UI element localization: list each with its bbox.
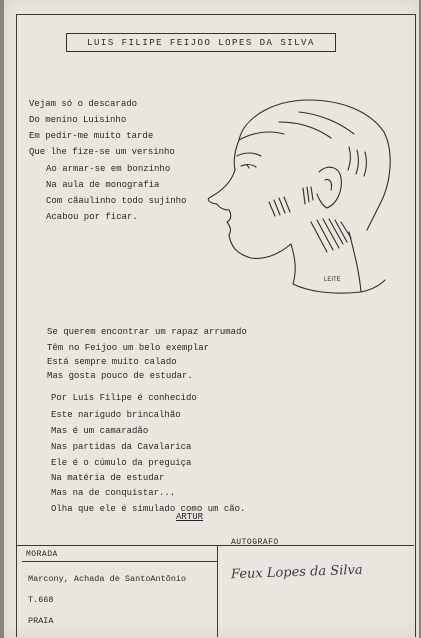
poem-line: Este narigudo brincalhão: [51, 410, 181, 420]
portrait-sketch: [199, 92, 399, 307]
poem-line: Ele é o cúmulo da preguiça: [51, 458, 192, 468]
morada-underline: [22, 561, 217, 562]
poem-line: Está sempre muito calado: [47, 357, 177, 367]
artist-signature: LEITE: [324, 277, 341, 283]
poem-line: Mas gosta pouco de estudar.: [47, 371, 193, 381]
poem-line: Olha que ele é simulado como um cão.: [51, 504, 246, 514]
footer-divider: [217, 546, 218, 637]
poem-line: Acabou por ficar.: [46, 212, 138, 222]
handwritten-signature: Feux Lopes da Silva: [230, 562, 363, 583]
yearbook-page: [4, 0, 419, 638]
city-line: PRAIA: [28, 616, 54, 626]
phone-line: T.668: [28, 595, 54, 605]
poem-line: Mas é um camaradão: [51, 426, 149, 436]
poem-line: Têm no Feijoo um belo exemplar: [47, 343, 210, 353]
poem-line: Ao armar-se em bonzinho: [46, 164, 171, 174]
poem-line: Por Luis Filipe é conhecido: [51, 393, 197, 403]
autografo-label: AUTOGRAFO: [231, 538, 279, 547]
morada-label: MORADA: [26, 550, 58, 559]
student-name-box: [66, 33, 336, 52]
poem-line: Na matéria de estudar: [51, 473, 165, 483]
poem-line: Na aula de monografia: [46, 180, 160, 190]
poem-line: Que lhe fize-se um versinho: [29, 147, 175, 157]
address-line: Marcony, Achada de SantoAntônio: [28, 574, 187, 584]
poem-line: Em pedir-me muito tarde: [29, 131, 154, 141]
poem-line: Com cãaulinho todo sujinho: [46, 196, 187, 206]
poem-author: ARTUR: [176, 512, 204, 522]
poem-line: Vejam só o descarado: [29, 99, 138, 109]
student-name: LUIS FILIPE FEIJOO LOPES DA SILVA: [87, 37, 315, 48]
poem-line: Do menino Luisinho: [29, 115, 127, 125]
contact-footer: [16, 538, 414, 637]
poem-line: Nas partidas da Cavalarica: [51, 442, 192, 452]
poem-line: Se querem encontrar um rapaz arrumado: [47, 327, 247, 337]
poem-line: Mas na de conquistar...: [51, 488, 176, 498]
